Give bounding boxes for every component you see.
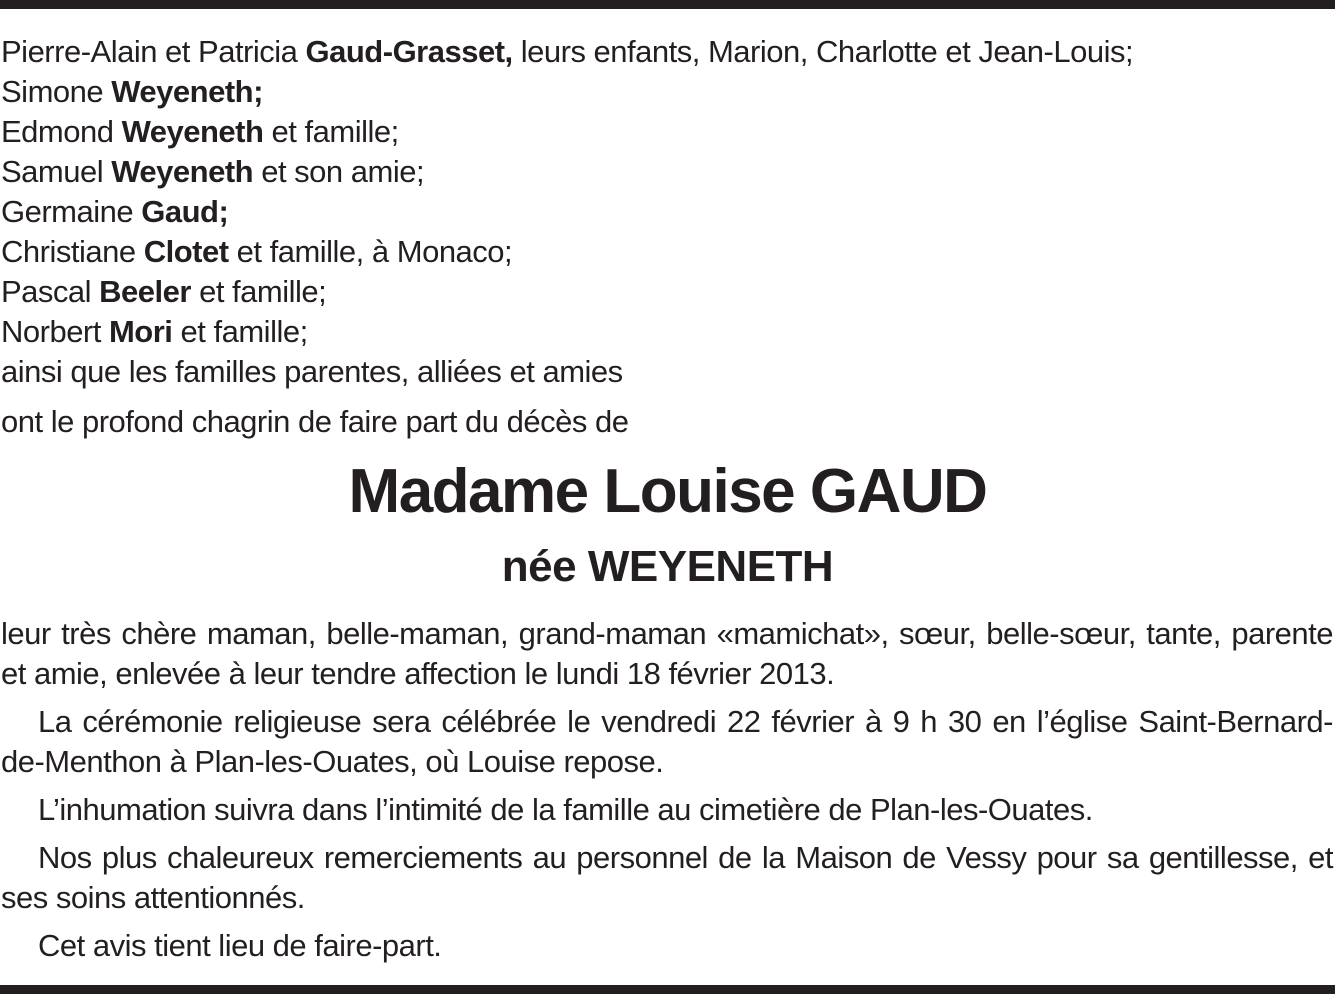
family-line <box>1 32 1331 72</box>
top-border-rule <box>0 0 1335 9</box>
family-surname: Mori <box>108 314 173 349</box>
tribute-paragraph: leur très chère maman, belle-maman, grand-maman «mamichat», sœur, belle-sœur, tante, parente et amie, enlevée à leur tendre affection le lundi 18 février 2013. <box>1 616 1333 691</box>
family-line <box>1 232 1331 272</box>
family-list <box>1 32 1331 392</box>
family-line <box>1 352 1331 392</box>
family-member-text: Germaine <box>1 194 142 229</box>
family-member-text: ainsi que les familles parentes, alliées et amies <box>1 354 623 389</box>
family-member-suffix: et famille, à Monaco; <box>228 234 513 269</box>
family-member-text: Simone <box>1 74 112 109</box>
family-surname: Gaud-Grasset, <box>305 34 513 69</box>
family-line <box>1 312 1331 352</box>
family-member-suffix: et famille; <box>263 114 399 149</box>
family-line <box>1 72 1331 112</box>
family-member-text: Samuel <box>1 154 112 189</box>
family-surname: Weyeneth <box>121 114 264 149</box>
family-member-text: Christiane <box>1 234 144 269</box>
bottom-border-rule <box>0 985 1335 994</box>
family-surname: Weyeneth <box>111 154 254 189</box>
family-surname: Weyeneth; <box>111 74 263 109</box>
family-member-text: Edmond <box>1 114 122 149</box>
family-member-suffix: et famille; <box>172 314 308 349</box>
family-member-suffix: et famille; <box>190 274 327 309</box>
family-member-suffix: et son amie; <box>253 154 425 189</box>
family-member-text: Norbert <box>1 314 109 349</box>
announcement-intro: ont le profond chagrin de faire part du décès de <box>1 404 629 439</box>
family-member-text: Pascal <box>1 274 100 309</box>
family-line <box>1 272 1331 312</box>
family-line <box>1 112 1331 152</box>
deceased-name: Madame Louise GAUD <box>348 457 987 526</box>
maiden-name: née WEYENETH <box>501 542 834 591</box>
thanks-paragraph: Nos plus chaleureux remerciements au personnel de la Maison de Vessy pour sa gentillesse, et ses soins attentionnés. <box>1 840 1333 915</box>
family-surname: Gaud; <box>141 194 229 229</box>
ceremony-paragraph: La cérémonie religieuse sera célébrée le vendredi 22 février à 9 h 30 en l’église Saint-Bernard-de-Menthon à Plan-les-Ouates, où Louise repose. <box>1 704 1333 779</box>
family-line <box>1 152 1331 192</box>
family-member-suffix: leurs enfants, Marion, Charlotte et Jean-Louis; <box>512 34 1134 69</box>
burial-paragraph: L’inhumation suivra dans l’intimité de la famille au cimetière de Plan-les-Ouates. <box>38 792 1093 827</box>
family-member-text: Pierre-Alain et Patricia <box>1 34 306 69</box>
closing-note: Cet avis tient lieu de faire-part. <box>38 928 442 963</box>
family-surname: Beeler <box>99 274 191 309</box>
family-surname: Clotet <box>143 234 229 269</box>
family-line <box>1 192 1331 232</box>
notice-body <box>1 614 1333 974</box>
